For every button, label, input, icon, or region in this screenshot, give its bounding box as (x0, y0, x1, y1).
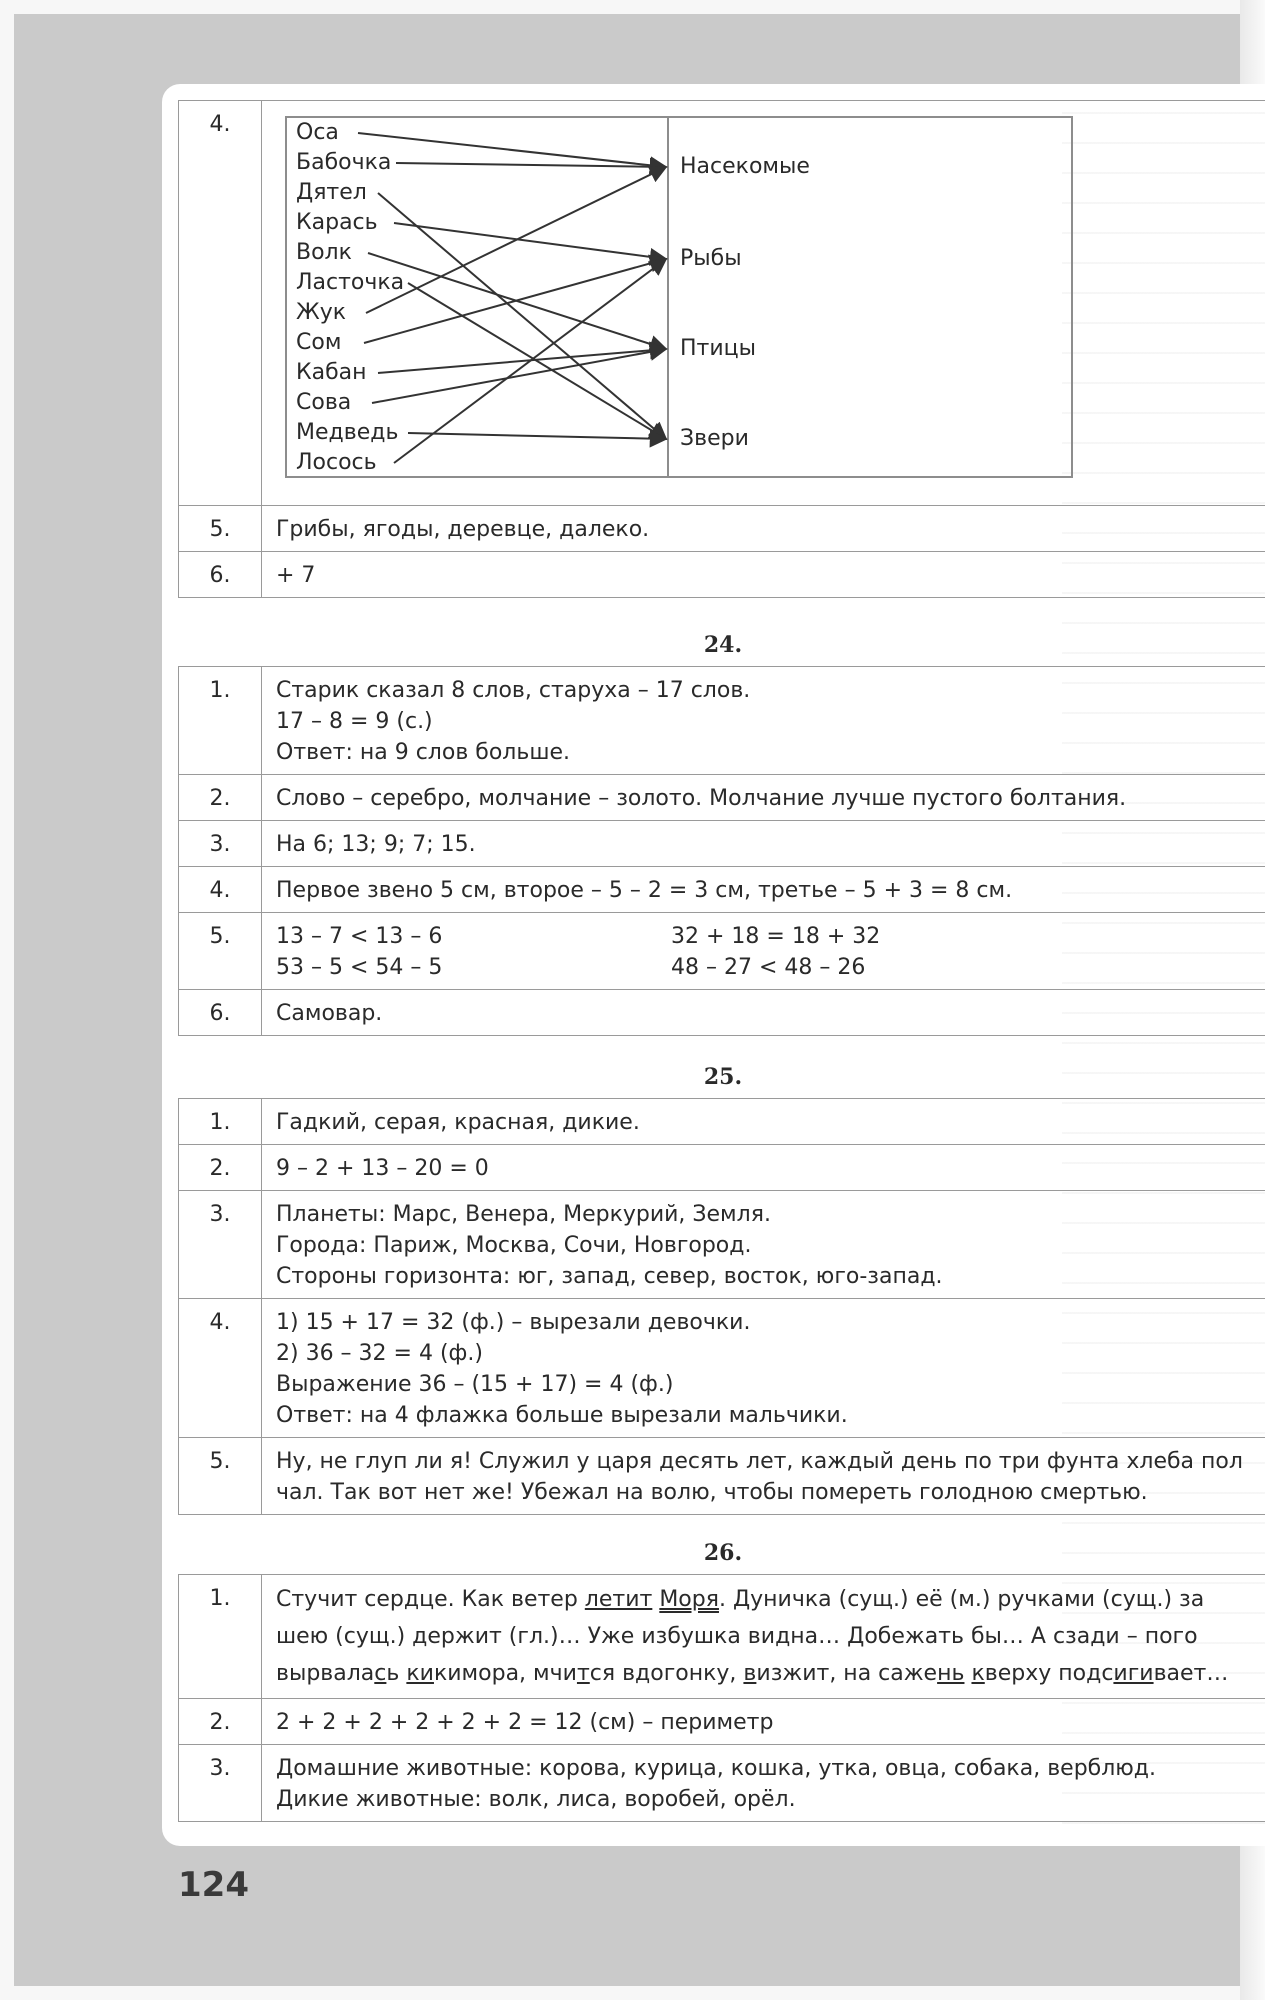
matching-diagram (276, 111, 1080, 483)
match-arrow (372, 349, 666, 403)
section-title: 26. (703, 1540, 743, 1566)
answer-line: Самовар. (262, 990, 1265, 1036)
answer-line: 1) 15 + 17 = 32 (ф.) – вырезали девочки. (276, 1310, 751, 1335)
task-number: 6. (179, 552, 262, 598)
answer-line: Ответ: на 9 слов больше. (276, 740, 570, 765)
task-row (179, 1575, 1265, 1699)
inequality: 13 – 7 < 13 – 6 (276, 924, 443, 949)
page-number: 124 (178, 1865, 249, 1905)
task-row (179, 1438, 1265, 1515)
answer-line: Стороны горизонта: юг, запад, север, восток, юго-запад. (276, 1264, 943, 1289)
task-answer: Грибы, ягоды, деревце, далеко. (262, 506, 1265, 552)
task-row (179, 552, 1265, 598)
section-26-table (178, 1574, 1265, 1822)
answer-line: Ну, не глуп ли я! Служил у царя десять лет, каждый день по три фунта хлеба пол (276, 1449, 1243, 1474)
task-number: 5. (179, 506, 262, 552)
animal-word: Волк (296, 240, 352, 265)
task-number: 5. (179, 1438, 262, 1515)
task-number: 1. (179, 1575, 262, 1699)
match-arrow (394, 259, 666, 463)
animal-word: Оса (296, 120, 339, 145)
task-number: 1. (179, 1099, 262, 1145)
answer-line: Первое звено 5 см, второе – 5 – 2 = 3 см, третье – 5 + 3 = 8 см. (262, 867, 1265, 913)
task-row (179, 1099, 1265, 1145)
section-title: 24. (703, 632, 743, 658)
task-number: 3. (179, 821, 262, 867)
underlined-word: летит (584, 1587, 653, 1612)
match-arrow (364, 259, 666, 343)
animal-word: Карась (296, 210, 378, 235)
inequality: 53 – 5 < 54 – 5 (276, 955, 443, 980)
task-row (179, 867, 1265, 913)
answer-line: На 6; 13; 9; 7; 15. (262, 821, 1265, 867)
task-row (179, 1745, 1265, 1822)
answer-line: вырвалась кикимора, мчится вдогонку, визжит, на сажень кверху подсигивает… (276, 1661, 1229, 1686)
section-title: 25. (703, 1064, 743, 1090)
task-number: 4. (179, 101, 262, 506)
animal-word: Кабан (296, 360, 367, 385)
animal-word: Дятел (296, 180, 367, 205)
task-row (179, 667, 1265, 775)
task-row (179, 506, 1265, 552)
task-number: 5. (179, 913, 262, 990)
answer-line: Гадкий, серая, красная, дикие. (262, 1099, 1265, 1145)
group-word: Рыбы (680, 246, 742, 271)
task-row (179, 775, 1265, 821)
animal-word: Сова (296, 390, 352, 415)
answer-line: Ответ: на 4 флажка больше вырезали мальчики. (276, 1403, 848, 1428)
answer-line: Стучит сердце. Как ветер летит Моря. Дуничка (сущ.) её (м.) ручками (сущ.) за (276, 1587, 1205, 1612)
inequality: 32 + 18 = 18 + 32 (671, 924, 881, 949)
task-number: 1. (179, 667, 262, 775)
answer-line: 17 – 8 = 9 (с.) (276, 709, 433, 734)
animal-word: Медведь (296, 420, 399, 445)
task-row (179, 1191, 1265, 1299)
double-underlined-word: Моря (659, 1587, 719, 1612)
animal-word: Лосось (296, 450, 377, 475)
answer-line: Домашние животные: корова, курица, кошка, утка, овца, собака, верблюд. (276, 1756, 1157, 1781)
match-arrow (396, 163, 666, 167)
task-number: 6. (179, 990, 262, 1036)
animal-word: Сом (296, 330, 342, 355)
match-arrow (366, 167, 666, 313)
task-row (179, 913, 1265, 990)
task-number: 2. (179, 1699, 262, 1745)
task-row (179, 1299, 1265, 1438)
task-number: 4. (179, 867, 262, 913)
section-24-table (178, 666, 1265, 1036)
answer-line: Дикие животные: волк, лиса, воробей, орёл. (276, 1787, 796, 1812)
group-word: Звери (680, 426, 749, 451)
answer-line: Планеты: Марс, Венера, Меркурий, Земля. (276, 1202, 771, 1227)
answer-line: 2 + 2 + 2 + 2 + 2 + 2 = 12 (см) – периметр (262, 1699, 1265, 1745)
animal-word: Бабочка (296, 150, 392, 175)
section-25-table (178, 1098, 1265, 1515)
answer-line: Выражение 36 – (15 + 17) = 4 (ф.) (276, 1372, 674, 1397)
answer-line: чал. Так вот нет же! Убежал на волю, чтобы помереть голодною смертью. (276, 1480, 1148, 1505)
answer-line: шею (сущ.) держит (гл.)… Уже избушка видна… Добежать бы… А сзади – пого (276, 1624, 1198, 1649)
task-row (179, 101, 1265, 506)
section-23-table (178, 100, 1265, 598)
answer-line: Слово – серебро, молчание – золото. Молчание лучше пустого болтания. (262, 775, 1265, 821)
animal-word: Ласточка (296, 270, 405, 295)
answer-line: 9 – 2 + 13 – 20 = 0 (262, 1145, 1265, 1191)
task-row (179, 1145, 1265, 1191)
task-answer: + 7 (262, 552, 1265, 598)
match-arrow (378, 193, 666, 439)
answer-line: 2) 36 – 32 = 4 (ф.) (276, 1341, 483, 1366)
task-row (179, 1699, 1265, 1745)
task-number: 2. (179, 775, 262, 821)
task-number: 3. (179, 1745, 262, 1822)
task-row (179, 821, 1265, 867)
answer-line: Города: Париж, Москва, Сочи, Новгород. (276, 1233, 752, 1258)
group-word: Птицы (680, 336, 757, 361)
answer-line: Старик сказал 8 слов, старуха – 17 слов. (276, 678, 751, 703)
task-row (179, 990, 1265, 1036)
match-arrow (358, 133, 666, 167)
task-number: 4. (179, 1299, 262, 1438)
animal-word: Жук (296, 300, 347, 325)
task-number: 3. (179, 1191, 262, 1299)
group-word: Насекомые (680, 154, 810, 179)
match-arrow (408, 433, 666, 439)
inequality: 48 – 27 < 48 – 26 (671, 955, 866, 980)
task-number: 2. (179, 1145, 262, 1191)
